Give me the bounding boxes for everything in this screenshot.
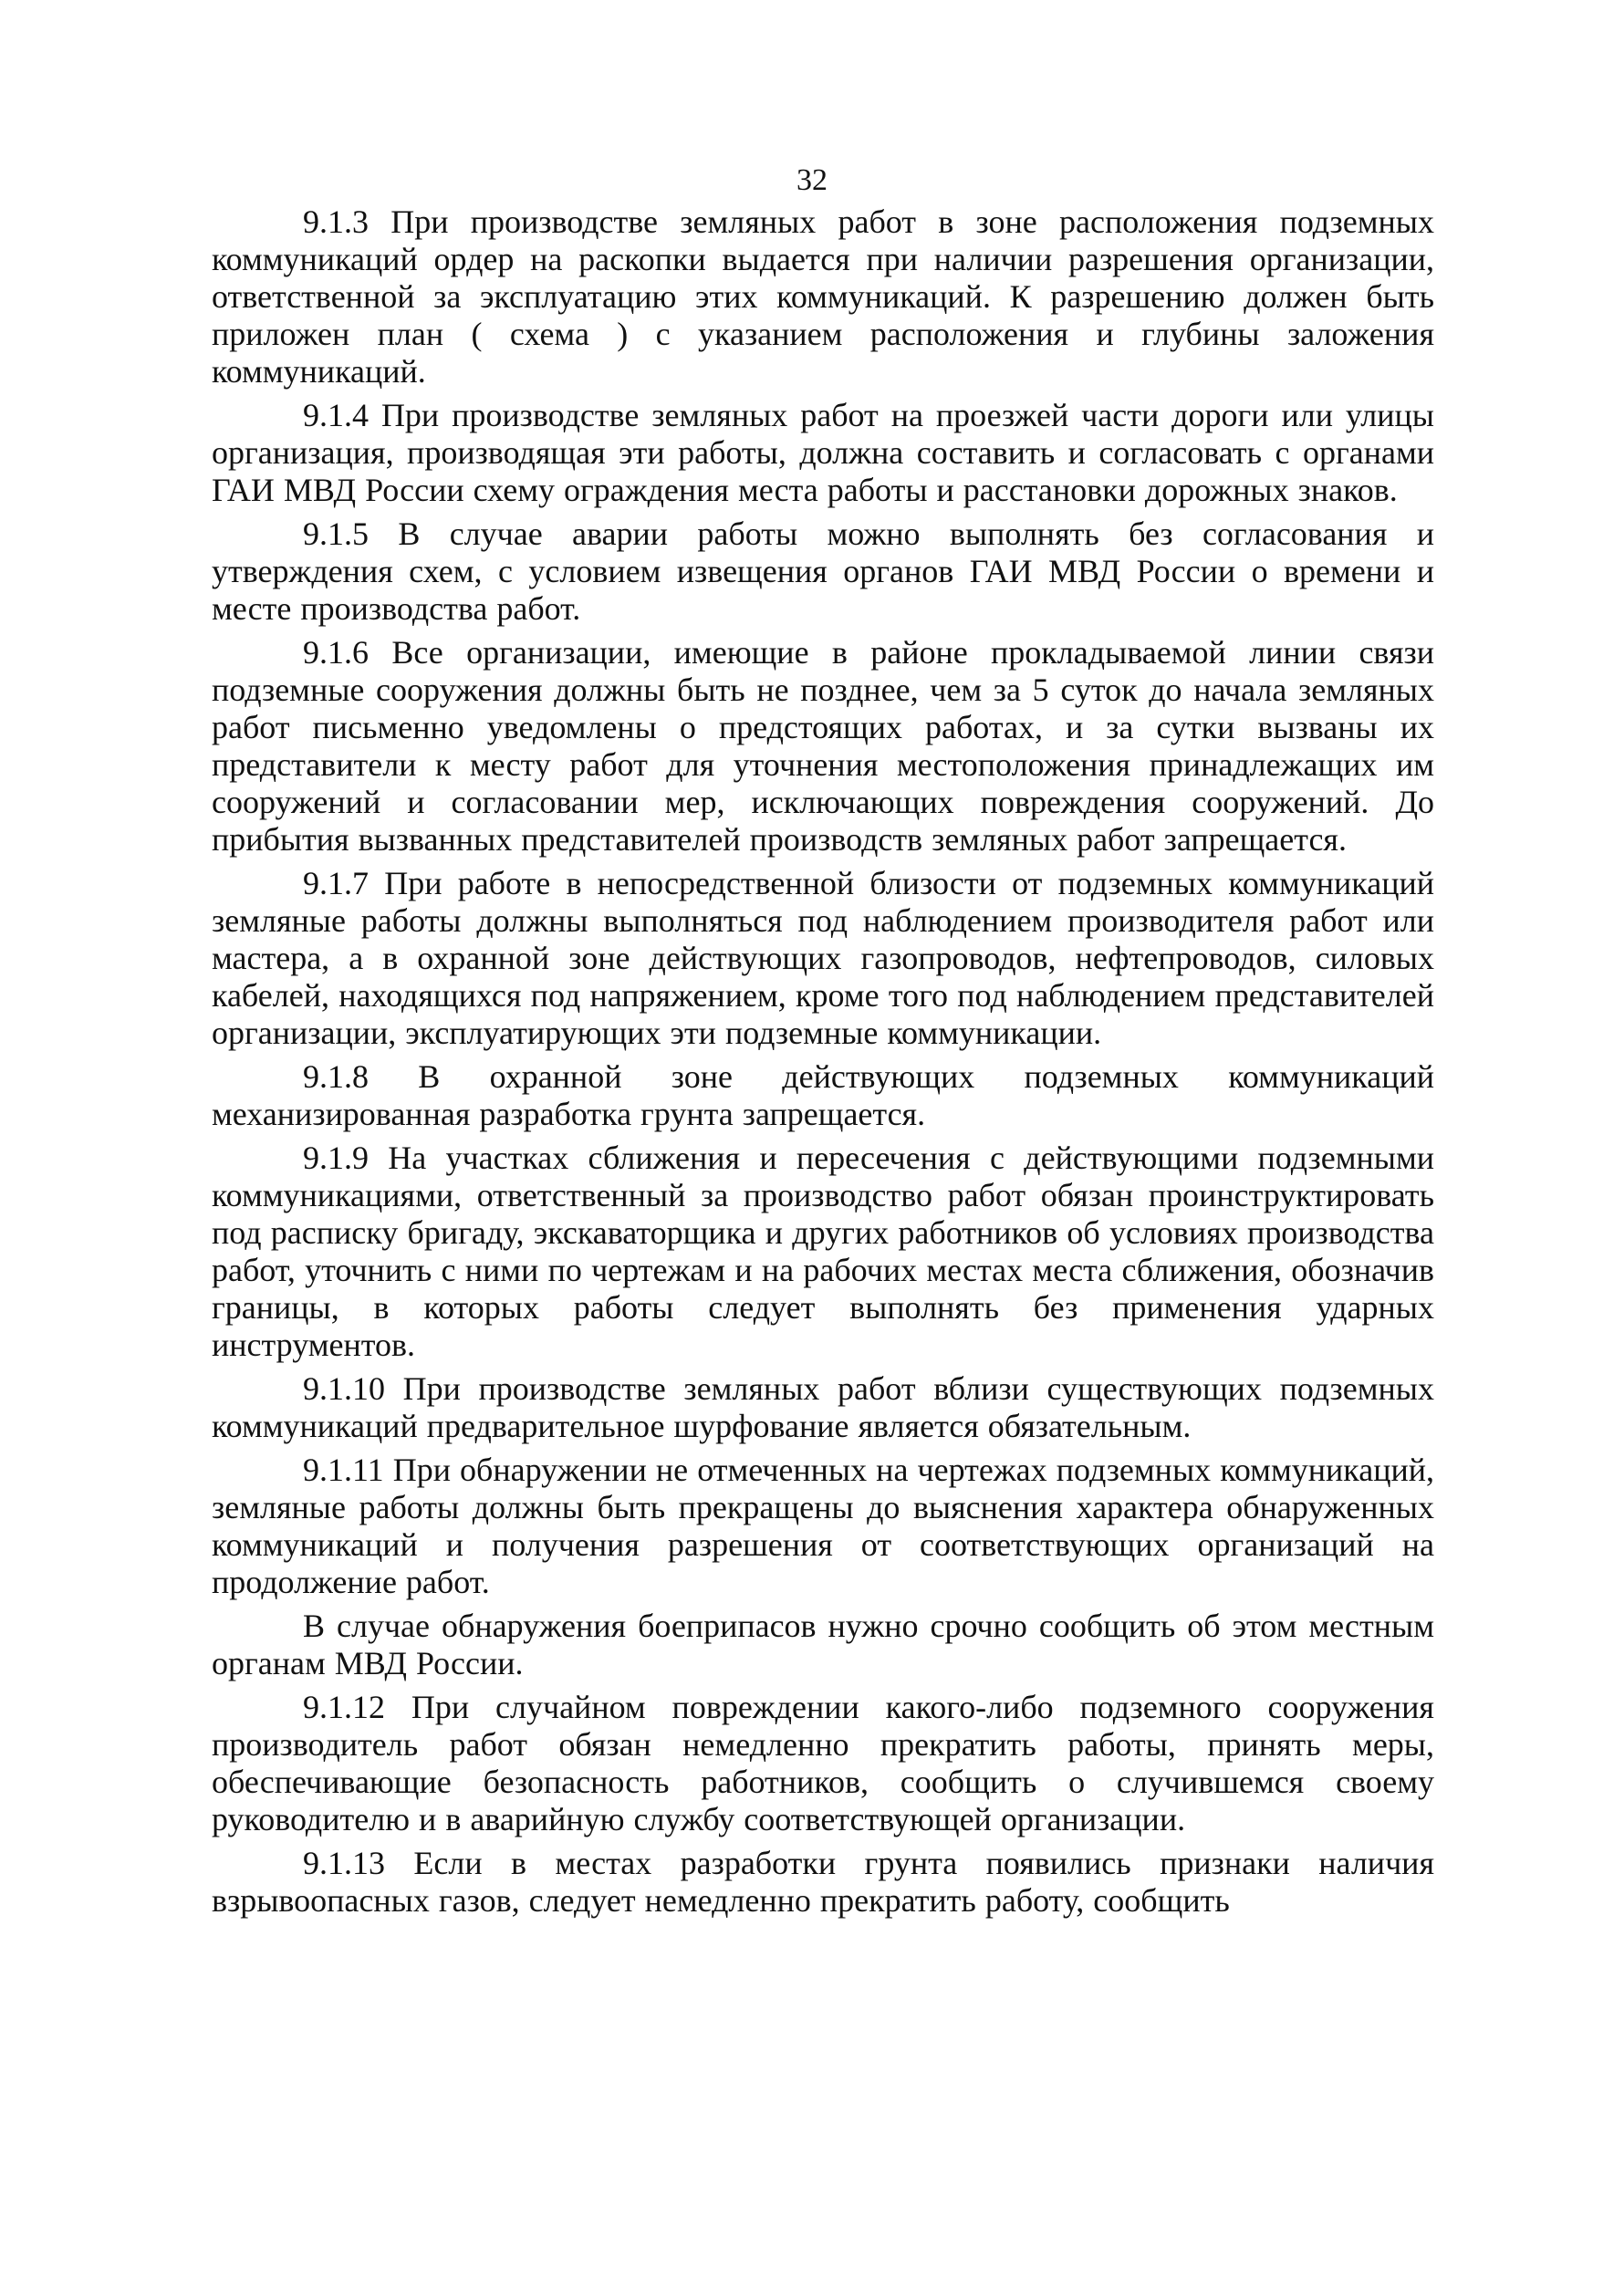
paragraph-9-1-5: 9.1.5 В случае аварии работы можно выполнять без согласования и утверждения схем, с условием извещения органов ГАИ МВД России о времени и месте производства работ. (212, 515, 1434, 627)
page-number: 32 (796, 163, 828, 197)
paragraph-9-1-11: 9.1.11 При обнаружении не отмеченных на чертежах подземных коммуникаций, земляные работы должны быть прекращены до выяснения характера обнаруженных коммуникаций и получения разрешения от соответствующих организаций на продолжение работ. (212, 1452, 1434, 1600)
paragraph-9-1-4: 9.1.4 При производстве земляных работ на проезжей части дороги или улицы организация, производящая эти работы, должна составить и согласовать с органами ГАИ МВД России схему ограждения места работы и расстановки дорожных знаков. (212, 397, 1434, 508)
paragraph-ammunition-note: В случае обнаружения боеприпасов нужно срочно сообщить об этом местным органам МВД России. (212, 1608, 1434, 1681)
paragraph-9-1-10: 9.1.10 При производстве земляных работ вблизи существующих подземных коммуникаций предварительное шурфование является обязательным. (212, 1370, 1434, 1444)
paragraph-9-1-13: 9.1.13 Если в местах разработки грунта появились признаки наличия взрывоопасных газов, следует немедленно прекратить работу, сообщить (212, 1845, 1434, 1919)
paragraph-9-1-3: 9.1.3 При производстве земляных работ в зоне расположения подземных коммуникаций ордер на раскопки выдается при наличии разрешения организации, ответственной за эксплуатацию этих коммуникаций. К разрешению должен быть приложен план ( схема ) с указанием расположения и глубины заложения коммуникаций. (212, 203, 1434, 390)
paragraph-9-1-8: 9.1.8 В охранной зоне действующих подземных коммуникаций механизированная разработка грунта запрещается. (212, 1058, 1434, 1132)
paragraph-9-1-6: 9.1.6 Все организации, имеющие в районе прокладываемой линии связи подземные сооружения должны быть не позднее, чем за 5 суток до начала земляных работ письменно уведомлены о предстоящих работах, и за сутки вызваны их представители к месту работ для уточнения местоположения принадлежащих им сооружений и согласовании мер, исключающих повреждения сооружений. До прибытия вызванных представителей производств земляных работ запрещается. (212, 634, 1434, 858)
text-body (212, 203, 1434, 1920)
paragraph-9-1-7: 9.1.7 При работе в непосредственной близости от подземных коммуникаций земляные работы должны выполняться под наблюдением производителя работ или мастера, а в охранной зоне действующих газопроводов, нефтепроводов, силовых кабелей, находящихся под напряжением, кроме того под наблюдением представителей организации, эксплуатирующих эти подземные коммуникации. (212, 865, 1434, 1051)
paragraph-9-1-12: 9.1.12 При случайном повреждении какого-либо подземного сооружения производитель работ обязан немедленно прекратить работы, принять меры, обеспечивающие безопасность работников, сообщить о случившемся своему руководителю и в аварийную службу соответствующей организации. (212, 1689, 1434, 1837)
paragraph-9-1-9: 9.1.9 На участках сближения и пересечения с действующими подземными коммуникациями, ответственный за производство работ обязан проинструктировать под расписку бригаду, экскаваторщика и других работников об условиях производства работ, уточнить с ними по чертежам и на рабочих местах места сближения, обозначив границы, в которых работы следует выполнять без применения ударных инструментов. (212, 1140, 1434, 1363)
